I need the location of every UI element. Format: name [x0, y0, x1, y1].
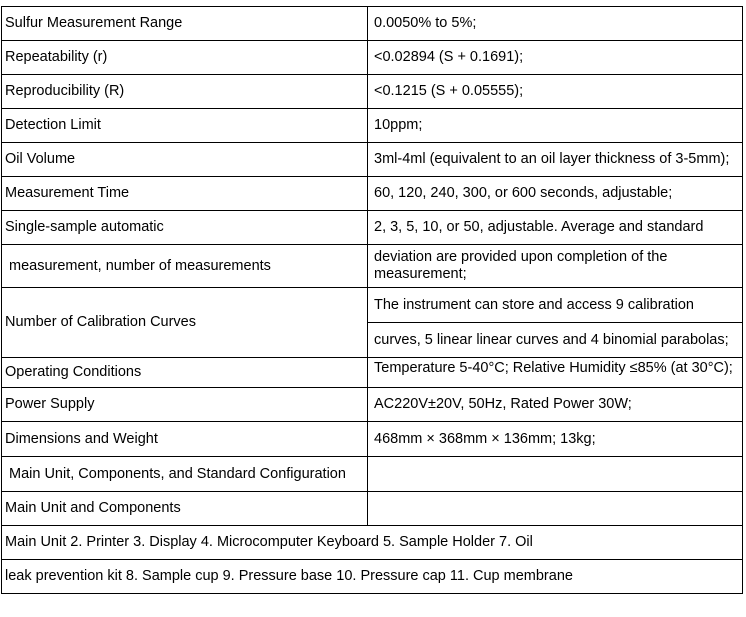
spec-label: Dimensions and Weight — [2, 422, 368, 457]
table-row — [2, 75, 743, 109]
spec-value: Temperature 5-40°C; Relative Humidity ≤85% (at 30°C); — [368, 358, 743, 388]
spec-label: Reproducibility (R) — [2, 75, 368, 109]
table-row — [2, 422, 743, 457]
table-row — [2, 560, 743, 594]
spec-value — [368, 457, 743, 492]
table-row — [2, 211, 743, 245]
spec-value: 60, 120, 240, 300, or 600 seconds, adjustable; — [368, 177, 743, 211]
table-row — [2, 7, 743, 41]
spec-label: Single-sample automatic — [2, 211, 368, 245]
spec-label: measurement, number of measurements — [2, 245, 368, 288]
spec-value: <0.02894 (S + 0.1691); — [368, 41, 743, 75]
specification-table — [1, 6, 743, 594]
spec-label: Main Unit, Components, and Standard Configuration — [2, 457, 368, 492]
spec-value: 3ml-4ml (equivalent to an oil layer thickness of 3-5mm); — [368, 143, 743, 177]
footer-line: leak prevention kit 8. Sample cup 9. Pressure base 10. Pressure cap 11. Cup membrane — [2, 560, 743, 594]
spec-value: 0.0050% to 5%; — [368, 7, 743, 41]
spec-value: <0.1215 (S + 0.05555); — [368, 75, 743, 109]
table-row — [2, 109, 743, 143]
table-row — [2, 177, 743, 211]
spec-label: Repeatability (r) — [2, 41, 368, 75]
spec-value — [368, 492, 743, 526]
table-row — [2, 288, 743, 323]
spec-label: Operating Conditions — [2, 358, 368, 388]
table-row — [2, 492, 743, 526]
table-row — [2, 457, 743, 492]
footer-line: Main Unit 2. Printer 3. Display 4. Microcomputer Keyboard 5. Sample Holder 7. Oil — [2, 526, 743, 560]
table-row — [2, 358, 743, 388]
table-row — [2, 143, 743, 177]
spec-label: Sulfur Measurement Range — [2, 7, 368, 41]
spec-label: Oil Volume — [2, 143, 368, 177]
table-row — [2, 245, 743, 288]
spec-value: 2, 3, 5, 10, or 50, adjustable. Average and standard — [368, 211, 743, 245]
table-row — [2, 388, 743, 422]
spec-value: deviation are provided upon completion of the measurement; — [368, 245, 743, 288]
spec-value-continued: curves, 5 linear linear curves and 4 binomial parabolas; — [368, 323, 743, 358]
spec-value: The instrument can store and access 9 calibration — [368, 288, 743, 323]
spec-label: Measurement Time — [2, 177, 368, 211]
spec-value: AC220V±20V, 50Hz, Rated Power 30W; — [368, 388, 743, 422]
table-row — [2, 526, 743, 560]
spec-value: 10ppm; — [368, 109, 743, 143]
table-row — [2, 41, 743, 75]
spec-label: Number of Calibration Curves — [2, 288, 368, 358]
spec-label: Power Supply — [2, 388, 368, 422]
spec-value: 468mm × 368mm × 136mm; 13kg; — [368, 422, 743, 457]
spec-label: Main Unit and Components — [2, 492, 368, 526]
spec-label: Detection Limit — [2, 109, 368, 143]
